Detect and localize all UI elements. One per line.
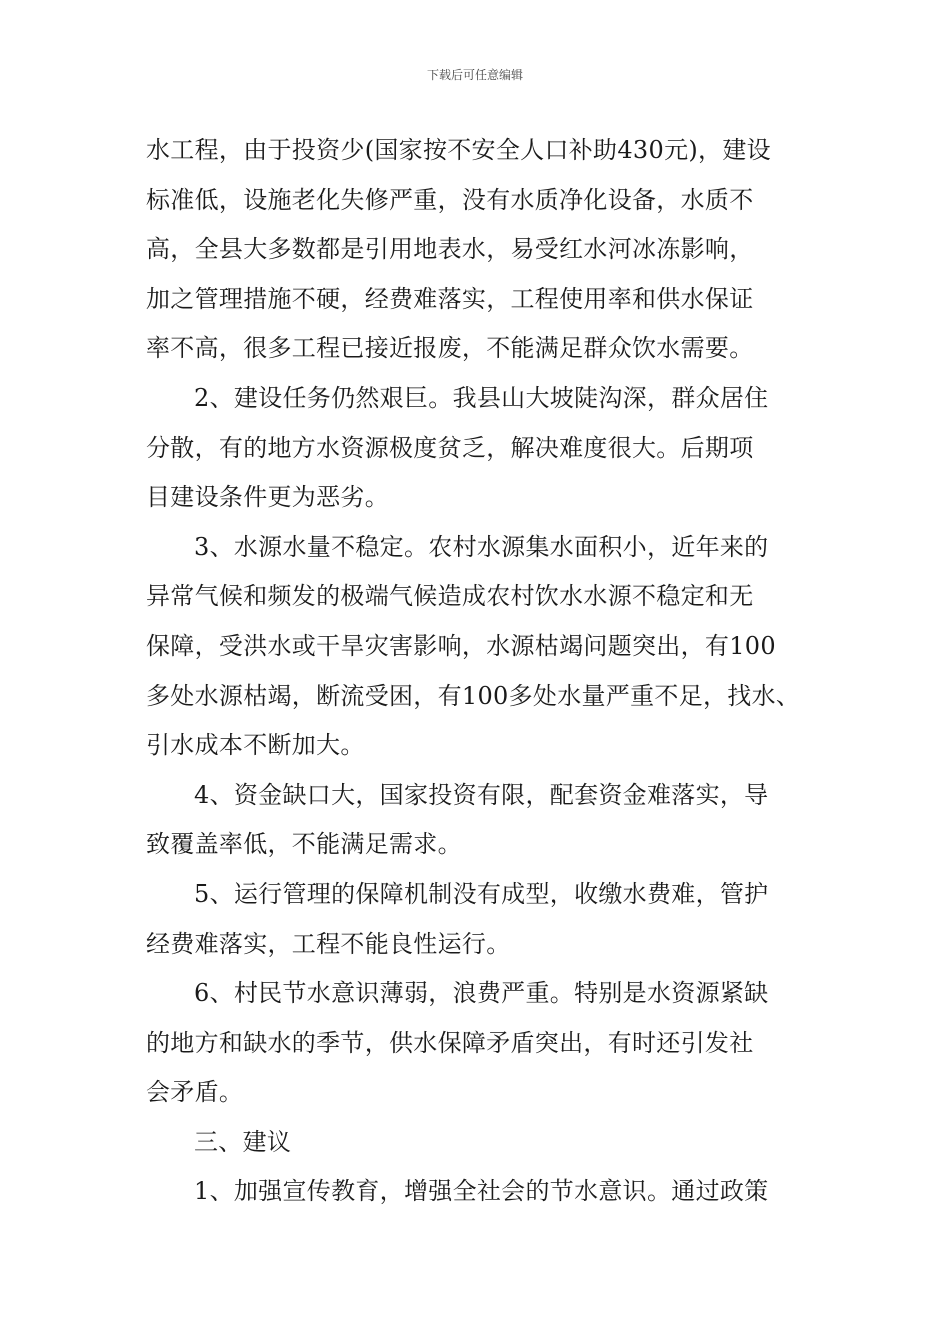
- text-line: 引水成本不断加大。: [146, 731, 365, 760]
- text-line: 1、加强宣传教育，增强全社会的节水意识。通过政策: [194, 1177, 769, 1206]
- text-line: 6、村民节水意识薄弱，浪费严重。特别是水资源紧缺: [194, 979, 769, 1008]
- text-line: 3、水源水量不稳定。农村水源集水面积小，近年来的: [194, 532, 769, 561]
- text-line: 分散，有的地方水资源极度贫乏，解决难度很大。后期项: [146, 433, 754, 462]
- text-line: 会矛盾。: [146, 1078, 244, 1107]
- document-body: [146, 126, 818, 1217]
- text-line: 率不高，很多工程已接近报废，不能满足群众饮水需要。: [146, 334, 754, 363]
- text-line: 致覆盖率低，不能满足需求。: [146, 830, 462, 859]
- text-line: 标准低，设施老化失修严重，没有水质净化设备，水质不: [146, 185, 754, 214]
- text-line: 4、资金缺口大，国家投资有限，配套资金难落实，导: [194, 780, 769, 809]
- text-line: 多处水源枯竭，断流受困，有100多处水量严重不足，找水、: [146, 681, 801, 710]
- text-line: 三、建议: [194, 1127, 292, 1156]
- text-line: 2、建设任务仍然艰巨。我县山大坡陡沟深，群众居住: [194, 383, 769, 412]
- text-line: 高，全县大多数都是引用地表水，易受红水河冰冻影响，: [146, 235, 754, 264]
- text-line: 经费难落实，工程不能良性运行。: [146, 929, 511, 958]
- text-line: 加之管理措施不硬，经费难落实，工程使用率和供水保证: [146, 284, 754, 313]
- text-line: 的地方和缺水的季节，供水保障矛盾突出，有时还引发社: [146, 1028, 754, 1057]
- text-line: 异常气候和频发的极端气候造成农村饮水水源不稳定和无: [146, 582, 754, 611]
- text-line: 目建设条件更为恶劣。: [146, 483, 389, 512]
- text-line: 保障，受洪水或干旱灾害影响，水源枯竭问题突出，有100: [146, 631, 776, 660]
- text-line: 5、运行管理的保障机制没有成型，收缴水费难，管护: [194, 879, 769, 908]
- page-header: 下载后可任意编辑: [426, 68, 523, 82]
- text-line: 水工程，由于投资少(国家按不安全人口补助430元)，建设: [146, 136, 771, 164]
